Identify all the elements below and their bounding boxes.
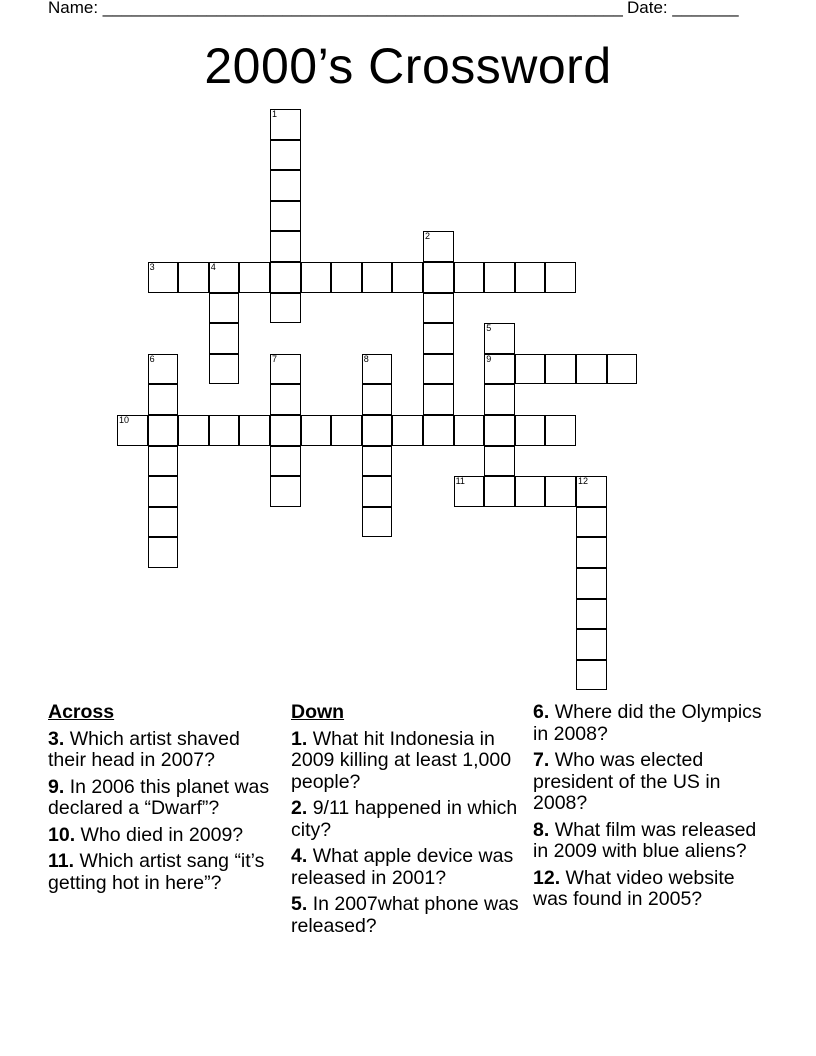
grid-cell[interactable] [545,354,576,385]
cell-number: 2 [425,231,431,242]
grid-cell[interactable] [423,231,454,262]
clues-column-down [291,702,526,942]
grid-cell[interactable] [515,415,546,446]
clue-text: In 2006 this planet was declared a “Dwarf”? [48,775,270,819]
cell-number: 5 [486,323,492,334]
grid-cell[interactable] [362,354,393,385]
grid-cell[interactable] [484,384,515,415]
date-field-line: Date: _______ [627,0,739,17]
cell-number: 8 [363,353,369,364]
clue-text: What film was released in 2009 with blue aliens? [533,818,757,862]
cell-number: 6 [149,353,155,364]
clue-number: 7. [533,749,550,771]
grid-cell[interactable] [270,384,301,415]
clue-down-12 [533,868,768,911]
grid-cell[interactable] [148,507,179,538]
grid-cell[interactable] [148,384,179,415]
clue-across-9 [48,777,283,820]
clue-text: Who was elected president of the US in 2008? [533,749,721,814]
grid-cell[interactable] [148,476,179,507]
grid-cell[interactable] [454,476,485,507]
grid-cell[interactable] [484,262,515,293]
grid-cell[interactable] [362,476,393,507]
clue-number: 9. [48,775,65,798]
grid-cell[interactable] [209,262,240,293]
grid-cell[interactable] [484,415,515,446]
grid-cell[interactable] [178,415,209,446]
clue-number: 10. [48,823,76,846]
clue-number: 6. [533,701,550,723]
grid-cell[interactable] [209,293,240,324]
clue-text: 9/11 happened in which city? [291,797,518,841]
grid-cell[interactable] [148,262,179,293]
clue-text: What hit Indonesia in 2009 killing at least 1,000 people? [291,727,512,793]
grid-cell[interactable] [362,384,393,415]
clue-down-1 [291,729,526,794]
clue-text: In 2007what phone was released? [291,893,519,937]
grid-cell[interactable] [270,201,301,232]
clue-number: 11. [48,850,75,872]
grid-cell[interactable] [545,476,576,507]
grid-cell[interactable] [423,384,454,415]
grid-cell[interactable] [270,140,301,171]
grid-cell[interactable] [454,262,485,293]
grid-cell[interactable] [270,446,301,477]
grid-cell[interactable] [392,262,423,293]
grid-cell[interactable] [270,262,301,293]
grid-cell[interactable] [270,476,301,507]
clues-column-across [48,702,283,899]
clue-across-11 [48,851,283,894]
grid-cell[interactable] [239,415,270,446]
cell-number: 11 [455,476,465,487]
grid-cell[interactable] [576,660,607,691]
cell-number: 4 [210,262,216,272]
clue-text: What apple device was released in 2001? [291,845,514,889]
grid-cell[interactable] [392,415,423,446]
clue-text: What video website was found in 2005? [533,866,735,910]
name-field-line: Name: _______________________________________________________ [48,0,623,17]
grid-cell[interactable] [515,476,546,507]
grid-cell[interactable] [545,262,576,293]
grid-cell[interactable] [576,599,607,630]
grid-cell[interactable] [484,323,515,354]
grid-cell[interactable] [148,415,179,446]
clue-down-2 [291,798,526,841]
grid-cell[interactable] [576,629,607,660]
cell-number: 9 [486,353,492,364]
grid-cell[interactable] [209,415,240,446]
clue-down-8 [533,820,768,863]
grid-cell[interactable] [301,262,332,293]
grid-cell[interactable] [270,415,301,446]
grid-cell[interactable] [515,262,546,293]
clue-down-7 [533,750,768,815]
grid-cell[interactable] [148,446,179,477]
grid-cell[interactable] [576,568,607,599]
clue-across-10 [48,825,283,847]
grid-cell[interactable] [270,170,301,201]
clue-number: 12. [533,866,561,889]
grid-cell[interactable] [270,109,301,140]
grid-cell[interactable] [423,262,454,293]
grid-cell[interactable] [545,415,576,446]
grid-cell[interactable] [362,262,393,293]
clue-text: Who died in 2009? [80,823,244,846]
grid-cell[interactable] [209,323,240,354]
grid-cell[interactable] [576,354,607,385]
grid-cell[interactable] [423,323,454,354]
clue-number: 3. [48,727,65,750]
cell-number: 1 [272,109,278,119]
page-title: 2000’s Crossword [204,38,612,94]
grid-cell[interactable] [148,537,179,568]
grid-cell[interactable] [331,262,362,293]
grid-cell[interactable] [423,415,454,446]
clue-number: 8. [533,818,550,841]
grid-cell[interactable] [576,537,607,568]
grid-cell[interactable] [301,415,332,446]
grid-cell[interactable] [239,262,270,293]
clue-down-5 [291,894,526,937]
clue-number: 2. [291,797,308,819]
clue-number: 5. [291,893,308,915]
grid-cell[interactable] [331,415,362,446]
grid-cell[interactable] [270,293,301,324]
clues-column-down-continued [533,702,768,916]
grid-cell[interactable] [178,262,209,293]
cell-number: 12 [578,476,589,487]
grid-cell[interactable] [607,354,638,385]
clue-down-6 [533,702,768,745]
grid-cell[interactable] [484,446,515,477]
grid-cell[interactable] [117,415,148,446]
grid-cell[interactable] [484,476,515,507]
across-heading: Across [48,701,115,723]
clue-across-3 [48,729,283,772]
cell-number: 7 [272,353,278,364]
grid-cell[interactable] [515,354,546,385]
grid-cell[interactable] [576,507,607,538]
grid-cell[interactable] [362,507,393,538]
grid-cell[interactable] [423,293,454,324]
grid-cell[interactable] [270,231,301,262]
grid-cell[interactable] [148,354,179,385]
clue-down-4 [291,846,526,889]
grid-cell[interactable] [362,446,393,477]
clue-text: Which artist shaved their head in 2007? [48,727,240,771]
grid-cell[interactable] [576,476,607,507]
cell-number: 3 [149,262,155,272]
cell-number: 10 [119,415,130,425]
grid-cell[interactable] [484,354,515,385]
grid-cell[interactable] [423,354,454,385]
grid-cell[interactable] [209,354,240,385]
grid-cell[interactable] [270,354,301,385]
clue-number: 1. [291,727,308,750]
clue-number: 4. [291,845,308,867]
clue-text: Which artist sang “it’s getting hot in here”? [48,850,265,894]
down-heading: Down [291,701,345,723]
grid-cell[interactable] [362,415,393,446]
grid-cell[interactable] [454,415,485,446]
clue-text: Where did the Olympics in 2008? [533,701,762,745]
